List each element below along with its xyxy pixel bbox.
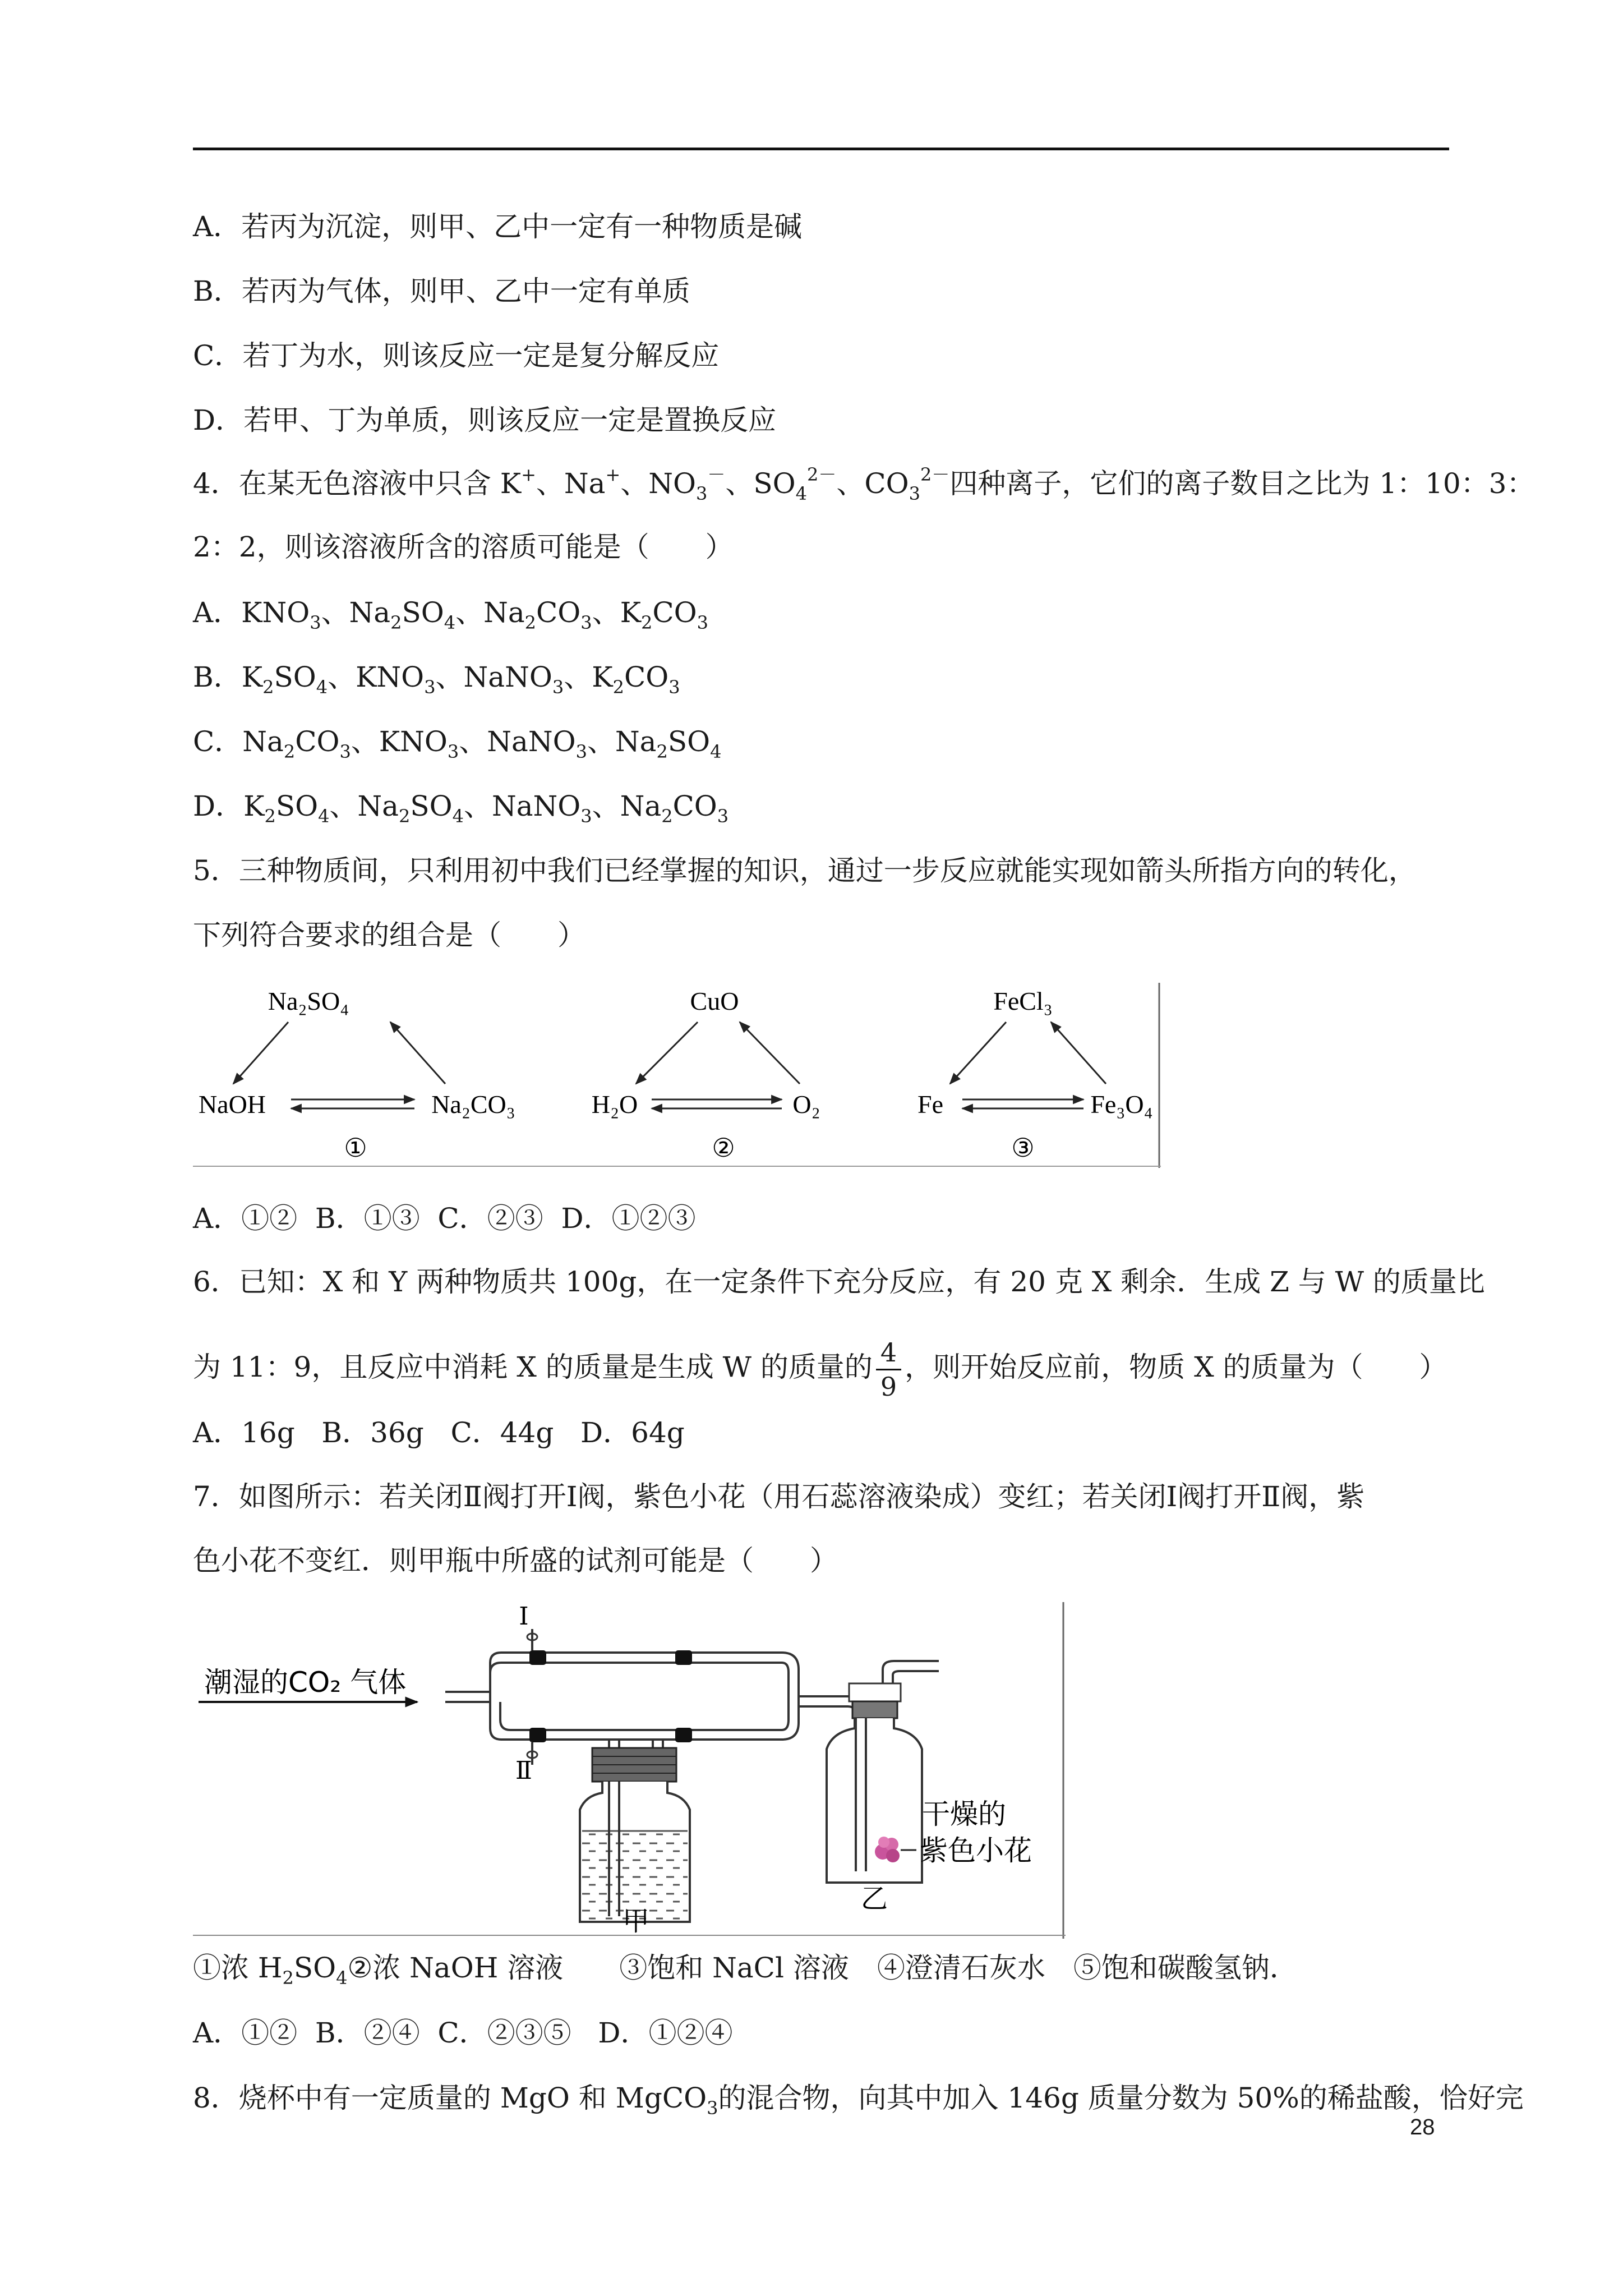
diagram-1-left: NaOH bbox=[198, 1090, 266, 1119]
valve-one-label: Ⅰ bbox=[519, 1603, 529, 1630]
bottle-jia-label: 甲 bbox=[622, 1906, 650, 1937]
fraction-four-ninths: $\frac{4}{9}$ bbox=[876, 1336, 901, 1403]
q4-stem-line2: 2：2，则该溶液所含的溶质可能是（ ） bbox=[193, 531, 734, 563]
bottle-yi bbox=[827, 1683, 922, 1883]
diagram-3-left: Fe bbox=[917, 1090, 943, 1119]
q3-option-b: B．若丙为气体，则甲、乙中一定有单质 bbox=[193, 275, 690, 307]
q5-stem-line1: 5．三种物质间，只利用初中我们已经掌握的知识，通过一步反应就能实现如箭头所指方向的转化， bbox=[193, 854, 1417, 887]
diagram-2 bbox=[592, 987, 820, 1162]
q7-apparatus-figure bbox=[193, 1602, 1068, 1939]
q6-stem-line2: 为 11：9，且反应中消耗 X 的质量是生成 W 的质量的 $\frac{4}{9}$ ，则开始反应前，物质 X 的质量为（ ） bbox=[193, 1337, 1447, 1402]
valve-one bbox=[519, 1603, 537, 1650]
flower-label-line1: 干燥的 bbox=[922, 1798, 1006, 1830]
diagram-2-right: O₂ bbox=[792, 1090, 820, 1119]
q3-option-a: A．若丙为沉淀，则甲、乙中一定有一种物质是碱 bbox=[193, 210, 803, 243]
q4-stem-line1: 4．在某无色溶液中只含 K+、Na+、$NO_3^-$、$SO_4^{2-}$、$CO_3^{2-}$四种离子，它们的离子数目之比为 1：10：3： bbox=[193, 464, 1535, 504]
q7-stem-line2: 色小花不变红．则甲瓶中所盛的试剂可能是（ ） bbox=[193, 1544, 838, 1577]
q5-options: A．①② B．①③ C．②③ D．①②③ bbox=[193, 1202, 696, 1235]
q7-reagent-list: ①浓 $H_2SO_4②$浓 NaOH 溶液 ③饱和 NaCl 溶液 ④澄清石灰水 ⑤饱和碳酸氢钠． bbox=[193, 1952, 1298, 1989]
diagram-1 bbox=[199, 987, 515, 1162]
diagram-3-top: FeCl₃ bbox=[993, 987, 1053, 1015]
diagram-1-top: Na₂SO₄ bbox=[268, 987, 349, 1015]
q3-option-c: C．若丁为水，则该反应一定是复分解反应 bbox=[193, 339, 720, 372]
page-number: 28 bbox=[1410, 2115, 1435, 2139]
q4-option-c: C．$Na_2CO_3$、$KNO_3$、NaNO$_3$、$Na_2SO_4$ bbox=[193, 725, 722, 762]
valve-two bbox=[515, 1742, 537, 1784]
gas-label: 潮湿的CO₂ 气体 bbox=[204, 1666, 407, 1699]
bottle-yi-label: 乙 bbox=[860, 1883, 888, 1915]
diagram-2-left: H₂O bbox=[591, 1090, 638, 1119]
header-rule bbox=[193, 148, 1449, 150]
rubber-joints bbox=[529, 1650, 692, 1742]
diagram-3-label: ③ bbox=[1011, 1134, 1035, 1162]
q6-stem-line1: 6．已知：X 和 Y 两种物质共 100g，在一定条件下充分反应，有 20 克 X 剩余．生成 Z 与 W 的质量比 bbox=[193, 1266, 1485, 1298]
diagram-3-right: Fe₃O₄ bbox=[1090, 1090, 1153, 1119]
q5-reaction-diagrams bbox=[193, 983, 1161, 1168]
diagram-2-top: CuO bbox=[690, 987, 739, 1015]
diagram-2-label: ② bbox=[712, 1134, 735, 1162]
diagram-1-label: ① bbox=[344, 1134, 367, 1162]
q7-options: A．①② B．②④ C．②③⑤ D．①②④ bbox=[193, 2017, 733, 2049]
valve-two-label: Ⅱ bbox=[515, 1757, 532, 1784]
q4-option-d: D．$K_2SO_4$、$Na_2SO_4$、NaNO$_3$、$Na_2CO_3$ bbox=[193, 790, 729, 827]
q3-option-d: D．若甲、丁为单质，则该反应一定是置换反应 bbox=[193, 404, 777, 436]
flower-label-line2: 紫色小花 bbox=[920, 1834, 1032, 1867]
q8-stem-line1: 8．烧杯中有一定质量的 MgO 和 MgCO$_3$的混合物，向其中加入 146g 质量分数为 50%的稀盐酸，恰好完 bbox=[193, 2082, 1524, 2119]
q4-option-a: A．$KNO_3$、$Na_2SO_4$、$Na_2CO_3$、$K_2CO_3$ bbox=[193, 596, 708, 633]
diagram-1-right: Na₂CO₃ bbox=[431, 1090, 515, 1119]
diagram-3 bbox=[917, 987, 1153, 1162]
q6-options: A．16g B．36g C．44g D．64g bbox=[193, 1416, 685, 1449]
q4-option-b: B．$K_2SO_4$、$KNO_3$、NaNO$_3$、$K_2CO_3$ bbox=[193, 661, 680, 698]
q7-stem-line1: 7．如图所示：若关闭Ⅱ阀打开Ⅰ阀，紫色小花（用石蕊溶液染成）变红；若关闭Ⅰ阀打开Ⅱ阀，紫 bbox=[193, 1480, 1365, 1513]
q5-stem-line2: 下列符合要求的组合是（ ） bbox=[193, 919, 585, 951]
